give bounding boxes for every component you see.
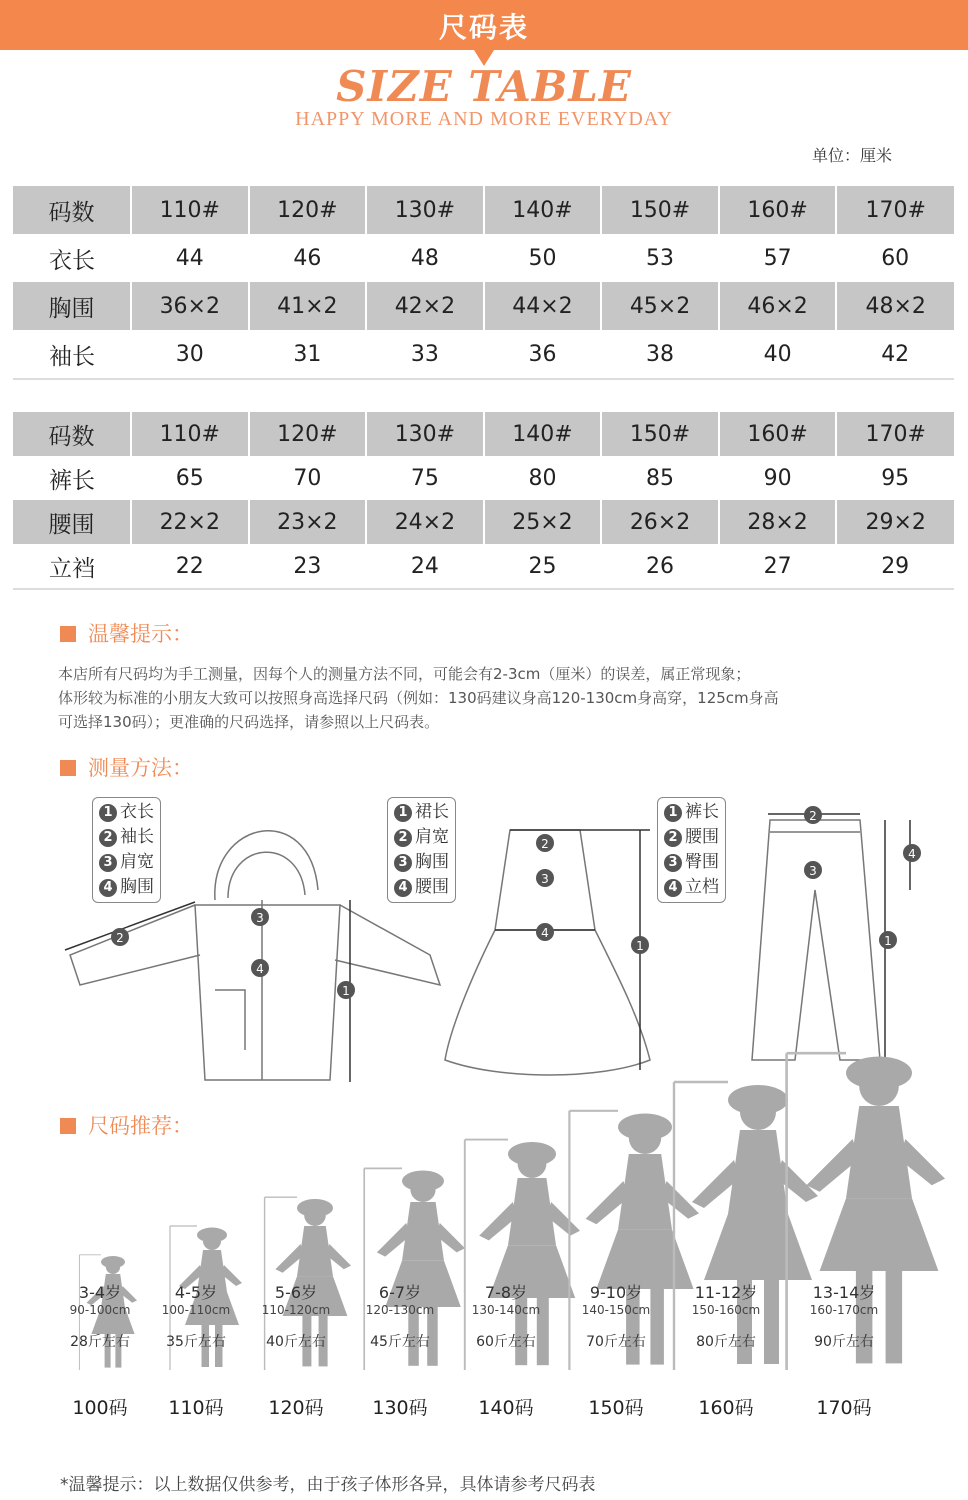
age-label: 7-8岁 xyxy=(484,1283,528,1302)
table-cell: 170# xyxy=(836,412,954,456)
table-row xyxy=(13,456,954,500)
weight-label: 45斤左右 xyxy=(370,1334,430,1350)
table-cell: 36×2 xyxy=(131,282,249,330)
table-cell: 53 xyxy=(601,234,719,282)
table-cell: 22 xyxy=(131,544,249,589)
table-cell: 110# xyxy=(131,186,249,234)
table-cell: 140# xyxy=(484,412,602,456)
marker-2: 2 xyxy=(809,809,817,823)
top-size-table xyxy=(13,186,954,380)
marker-4: 4 xyxy=(541,926,549,940)
table-cell: 33 xyxy=(366,330,484,379)
table-cell: 42 xyxy=(836,330,954,379)
size-recommend-label xyxy=(151,1280,241,1351)
table-cell: 130# xyxy=(366,412,484,456)
legend-label: 腰围 xyxy=(685,827,719,847)
height-label: 110-120cm xyxy=(261,1303,331,1317)
tips-heading-text: 温馨提示： xyxy=(88,622,193,646)
legend-item xyxy=(664,875,719,900)
table-cell: 48 xyxy=(366,234,484,282)
table-cell: 38 xyxy=(601,330,719,379)
table-cell: 150# xyxy=(601,412,719,456)
legend-item xyxy=(664,800,719,825)
jacket-markers xyxy=(111,908,355,999)
age-label: 5-6岁 xyxy=(274,1283,318,1302)
marker-1: 1 xyxy=(636,939,644,953)
table-cell: 140# xyxy=(484,186,602,234)
table-cell: 57 xyxy=(719,234,837,282)
row-label: 立裆 xyxy=(13,544,131,589)
row-label: 码数 xyxy=(13,186,131,234)
table-cell: 27 xyxy=(719,544,837,589)
weight-label: 80斤左右 xyxy=(696,1334,756,1350)
table-cell: 170# xyxy=(836,186,954,234)
table-cell: 26 xyxy=(601,544,719,589)
table-cell: 65 xyxy=(131,456,249,500)
marker-4: 4 xyxy=(256,962,264,976)
table-row xyxy=(13,412,954,456)
legend-label: 胸围 xyxy=(120,877,154,897)
table-cell: 31 xyxy=(249,330,367,379)
row-label: 码数 xyxy=(13,412,131,456)
table-cell: 29 xyxy=(836,544,954,589)
table-row xyxy=(13,330,954,379)
size-code-label: 100码 xyxy=(72,1397,128,1419)
marker-4: 4 xyxy=(908,847,916,861)
weight-label: 35斤左右 xyxy=(166,1334,226,1350)
table-cell: 36 xyxy=(484,330,602,379)
table-cell: 80 xyxy=(484,456,602,500)
banner-title: 尺码表 xyxy=(438,11,529,44)
legend-item xyxy=(99,800,154,825)
table-row xyxy=(13,544,954,589)
legend-item xyxy=(664,850,719,875)
number-icon: 1 xyxy=(394,804,412,822)
square-icon xyxy=(60,626,76,642)
dress-markers xyxy=(536,834,649,954)
weight-label: 70斤左右 xyxy=(586,1334,646,1350)
height-label: 150-160cm xyxy=(691,1303,761,1317)
size-code-label: 120码 xyxy=(268,1397,324,1419)
legend-item xyxy=(394,875,449,900)
table-cell: 41×2 xyxy=(249,282,367,330)
size-code-label: 110码 xyxy=(168,1397,224,1419)
table-cell: 46 xyxy=(249,234,367,282)
marker-2: 2 xyxy=(541,837,549,851)
marker-3: 3 xyxy=(256,911,264,925)
unit-label: 单位：厘米 xyxy=(812,146,893,165)
legend-label: 胸围 xyxy=(415,852,449,872)
table-cell: 48×2 xyxy=(836,282,954,330)
dress-legend xyxy=(387,797,456,903)
legend-label: 衣长 xyxy=(120,802,154,822)
tips-line: 可选择130码）；更准确的尺码选择，请参照以上尺码表。 xyxy=(58,713,440,731)
tips-line: 本店所有尺码均为手工测量，因每个人的测量方法不同，可能会有2-3cm（厘米）的误差，属正常现象； xyxy=(58,665,751,683)
height-label: 90-100cm xyxy=(69,1303,131,1317)
jacket-legend xyxy=(92,797,161,903)
table-cell: 24 xyxy=(366,544,484,589)
row-label: 衣长 xyxy=(13,234,131,282)
height-label: 140-150cm xyxy=(581,1303,651,1317)
legend-label: 立档 xyxy=(685,877,719,897)
bottom-size-table xyxy=(13,412,954,590)
size-code-label: 170码 xyxy=(816,1397,872,1419)
tips-line: 体形较为标准的小朋友大致可以按照身高选择尺码（例如：130码建议身高120-130cm身高穿，125cm身高 xyxy=(58,689,779,707)
table-cell: 110# xyxy=(131,412,249,456)
marker-2: 2 xyxy=(116,931,124,945)
age-label: 13-14岁 xyxy=(812,1283,876,1302)
legend-label: 臀围 xyxy=(685,852,719,872)
size-code-label: 130码 xyxy=(372,1397,428,1419)
legend-label: 裙长 xyxy=(415,802,449,822)
number-icon: 3 xyxy=(99,854,117,872)
size-table-subtitle: HAPPY MORE AND MORE EVERYDAY xyxy=(295,108,673,130)
table-row xyxy=(13,500,954,544)
legend-label: 裤长 xyxy=(685,802,719,822)
row-label: 胸围 xyxy=(13,282,131,330)
age-label: 4-5岁 xyxy=(174,1283,218,1302)
table-cell: 45×2 xyxy=(601,282,719,330)
footer-note: *温馨提示：以上数据仅供参考，由于孩子体形各异，具体请参考尺码表 xyxy=(60,1475,596,1495)
number-icon: 2 xyxy=(99,829,117,847)
tips-heading xyxy=(60,618,193,648)
weight-label: 60斤左右 xyxy=(476,1334,536,1350)
size-recommend-label xyxy=(355,1280,445,1351)
table-cell: 24×2 xyxy=(366,500,484,544)
table-cell: 25×2 xyxy=(484,500,602,544)
table-cell: 30 xyxy=(131,330,249,379)
square-icon xyxy=(60,1118,76,1134)
age-label: 9-10岁 xyxy=(589,1283,643,1302)
table-cell: 130# xyxy=(366,186,484,234)
table-cell: 23×2 xyxy=(249,500,367,544)
table-cell: 50 xyxy=(484,234,602,282)
table-cell: 160# xyxy=(719,412,837,456)
table-cell: 60 xyxy=(836,234,954,282)
number-icon: 4 xyxy=(664,879,682,897)
legend-item xyxy=(394,825,449,850)
size-recommend-label xyxy=(55,1280,145,1351)
table-row xyxy=(13,282,954,330)
legend-label: 袖长 xyxy=(120,827,154,847)
height-label: 120-130cm xyxy=(365,1303,435,1317)
size-code-label: 150码 xyxy=(588,1397,644,1419)
table-cell: 23 xyxy=(249,544,367,589)
dress-drawing xyxy=(445,830,650,1075)
age-label: 6-7岁 xyxy=(378,1283,422,1302)
size-recommend-label xyxy=(681,1280,771,1351)
table-row xyxy=(13,234,954,282)
weight-label: 40斤左右 xyxy=(266,1334,326,1350)
table-cell: 160# xyxy=(719,186,837,234)
height-label: 100-110cm xyxy=(161,1303,231,1317)
legend-item xyxy=(664,825,719,850)
size-recommend-label xyxy=(461,1280,551,1351)
number-icon: 4 xyxy=(99,879,117,897)
marker-3: 3 xyxy=(541,872,549,886)
legend-item xyxy=(394,850,449,875)
number-icon: 1 xyxy=(99,804,117,822)
table-cell: 26×2 xyxy=(601,500,719,544)
weight-label: 90斤左右 xyxy=(814,1334,874,1350)
weight-label: 28斤左右 xyxy=(70,1334,130,1350)
recommend-heading-text: 尺码推荐： xyxy=(88,1114,193,1138)
size-recommend-label xyxy=(799,1280,889,1351)
row-label: 袖长 xyxy=(13,330,131,379)
number-icon: 3 xyxy=(394,854,412,872)
measure-heading xyxy=(60,752,193,782)
legend-item xyxy=(99,825,154,850)
table-cell: 150# xyxy=(601,186,719,234)
number-icon: 3 xyxy=(664,854,682,872)
pants-markers xyxy=(804,806,921,949)
table-cell: 22×2 xyxy=(131,500,249,544)
number-icon: 2 xyxy=(394,829,412,847)
age-label: 11-12岁 xyxy=(694,1283,758,1302)
size-code-label: 140码 xyxy=(478,1397,534,1419)
size-recommend-label xyxy=(251,1280,341,1351)
size-code-label: 160码 xyxy=(698,1397,754,1419)
square-icon xyxy=(60,760,76,776)
table-cell: 75 xyxy=(366,456,484,500)
legend-label: 腰围 xyxy=(415,877,449,897)
table-cell: 120# xyxy=(249,186,367,234)
size-table-title: SIZE TABLE xyxy=(336,62,632,111)
row-label: 腰围 xyxy=(13,500,131,544)
size-recommend-label xyxy=(571,1280,661,1351)
table-cell: 42×2 xyxy=(366,282,484,330)
table-cell: 120# xyxy=(249,412,367,456)
legend-item xyxy=(394,800,449,825)
height-label: 130-140cm xyxy=(471,1303,541,1317)
measure-heading-text: 测量方法： xyxy=(88,756,193,780)
legend-label: 肩宽 xyxy=(120,852,154,872)
age-label: 3-4岁 xyxy=(78,1283,122,1302)
legend-item xyxy=(99,875,154,900)
table-cell: 95 xyxy=(836,456,954,500)
table-cell: 85 xyxy=(601,456,719,500)
table-cell: 44×2 xyxy=(484,282,602,330)
table-cell: 44 xyxy=(131,234,249,282)
legend-label: 肩宽 xyxy=(415,827,449,847)
number-icon: 2 xyxy=(664,829,682,847)
marker-1: 1 xyxy=(342,984,350,998)
table-cell: 90 xyxy=(719,456,837,500)
table-cell: 40 xyxy=(719,330,837,379)
height-label: 160-170cm xyxy=(809,1303,879,1317)
table-cell: 46×2 xyxy=(719,282,837,330)
marker-1: 1 xyxy=(884,934,892,948)
table-cell: 29×2 xyxy=(836,500,954,544)
table-cell: 28×2 xyxy=(719,500,837,544)
row-label: 裤长 xyxy=(13,456,131,500)
number-icon: 4 xyxy=(394,879,412,897)
table-cell: 25 xyxy=(484,544,602,589)
table-row xyxy=(13,186,954,234)
pants-legend xyxy=(657,797,726,903)
marker-3: 3 xyxy=(809,864,817,878)
tips-text xyxy=(58,662,928,734)
number-icon: 1 xyxy=(664,804,682,822)
recommend-heading xyxy=(60,1110,193,1140)
legend-item xyxy=(99,850,154,875)
table-cell: 70 xyxy=(249,456,367,500)
